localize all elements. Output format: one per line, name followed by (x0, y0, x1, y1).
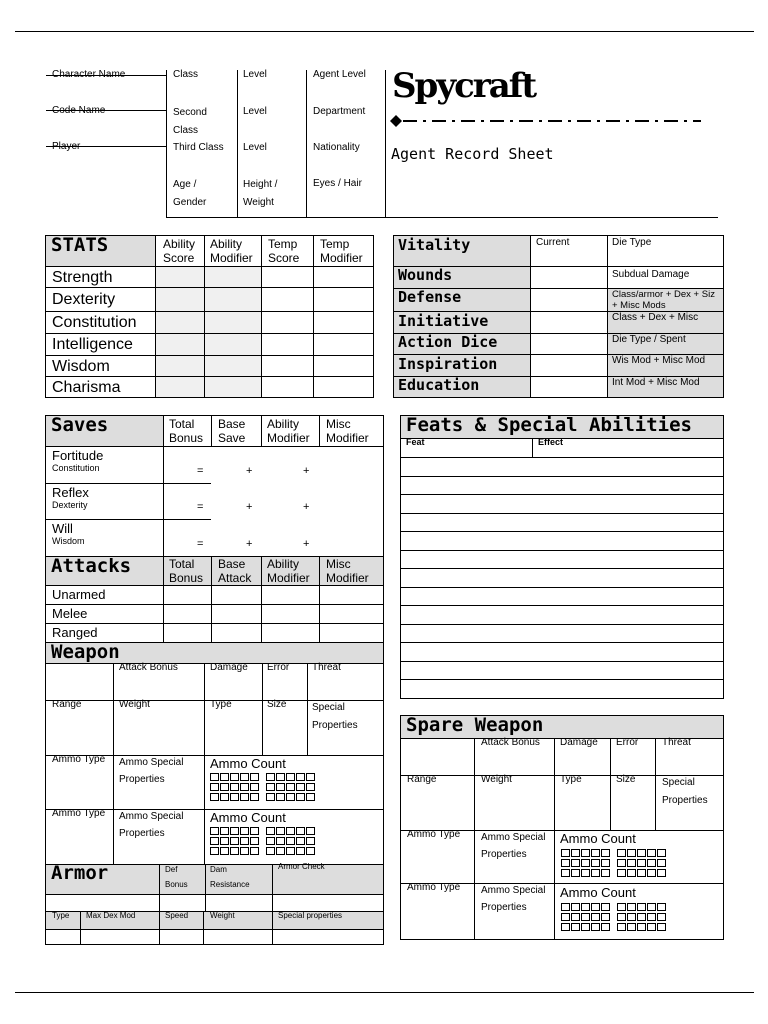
ammo-checkbox[interactable] (250, 783, 259, 791)
ammo-checkbox[interactable] (591, 849, 600, 857)
ammo-checkbox[interactable] (581, 869, 590, 877)
ammo-row (561, 869, 673, 879)
ammo-checkbox[interactable] (627, 859, 636, 867)
ammo-group (266, 847, 316, 860)
feat-row-line (400, 587, 724, 588)
action-dice-label: Action Dice (398, 333, 498, 351)
ammo-checkbox[interactable] (561, 859, 570, 867)
save-will-plus-2: + (303, 538, 310, 550)
ammo-checkbox[interactable] (581, 913, 590, 921)
ammo-checkbox[interactable] (230, 847, 239, 855)
ammo-checkbox[interactable] (266, 783, 275, 791)
weapon-ammo-special-1: Ammo Special Properties (119, 757, 184, 785)
ammo-checkbox[interactable] (617, 869, 626, 877)
defense-note: Class/armor + Dex + Siz + Misc Mods (612, 289, 715, 311)
ammo-checkbox[interactable] (220, 773, 229, 781)
bottom-rule (15, 992, 754, 993)
action-dice-note: Die Type / Spent (612, 334, 686, 345)
ammo-checkbox[interactable] (571, 869, 580, 877)
ammo-group (561, 869, 611, 882)
spare-damage: Damage (560, 737, 598, 748)
ammo-checkbox[interactable] (240, 793, 249, 801)
feat-row-line (400, 624, 724, 625)
stats-col-ability-score: Ability Score (163, 237, 196, 265)
feat-row-line (400, 457, 724, 458)
wounds-note: Subdual Damage (612, 269, 690, 280)
ammo-checkbox[interactable] (627, 849, 636, 857)
ammo-checkbox[interactable] (561, 903, 570, 911)
vitality-current-header: Current (536, 237, 570, 248)
ammo-group (266, 793, 316, 806)
armor-check: Armor Check (278, 862, 325, 871)
weapon-title: Weapon (51, 641, 120, 663)
ammo-checkbox[interactable] (617, 923, 626, 931)
ammo-checkbox[interactable] (230, 837, 239, 845)
ammo-checkbox[interactable] (647, 913, 656, 921)
ammo-checkbox[interactable] (601, 923, 610, 931)
ammo-row (210, 793, 322, 803)
weapon-error: Error (267, 662, 290, 673)
armor-dam-resistance: Dam Resistance (210, 865, 250, 889)
save-fortitude-plus-2: + (303, 465, 310, 477)
ammo-checkbox[interactable] (571, 923, 580, 931)
stat-strength: Strength (52, 269, 113, 286)
ammo-row (561, 923, 673, 933)
ammo-row (561, 903, 673, 913)
logo-dash-line (389, 114, 704, 126)
ammo-checkbox[interactable] (296, 783, 305, 791)
save-will-plus-1: + (246, 538, 253, 550)
feat-row-line (400, 642, 724, 643)
ammo-checkbox[interactable] (296, 847, 305, 855)
ammo-checkbox[interactable] (561, 923, 570, 931)
ammo-checkbox[interactable] (220, 837, 229, 845)
weapon-damage: Damage (210, 662, 248, 673)
feat-row-line (400, 531, 724, 532)
ammo-checkbox[interactable] (286, 847, 295, 855)
save-reflex-plus-2: + (303, 501, 310, 513)
nationality-label: Nationality (313, 142, 360, 153)
agent-level-label: Agent Level (313, 69, 366, 80)
saves-col-total-bonus: Total Bonus (169, 417, 204, 445)
weapon-special: Special Properties (312, 702, 358, 731)
spare-ammo-special-2: Ammo Special Properties (481, 885, 546, 913)
ammo-checkbox[interactable] (647, 869, 656, 877)
spare-special: Special Properties (662, 777, 708, 806)
ammo-checkbox[interactable] (627, 923, 636, 931)
class-label: Class (173, 69, 199, 80)
inspiration-label: Inspiration (398, 355, 498, 373)
spare-ammo-boxes-2[interactable] (561, 903, 673, 933)
ammo-checkbox[interactable] (250, 827, 259, 835)
ammo-checkbox[interactable] (210, 827, 219, 835)
ammo-checkbox[interactable] (601, 903, 610, 911)
ammo-checkbox[interactable] (286, 783, 295, 791)
ammo-checkbox[interactable] (266, 837, 275, 845)
feat-row-line (400, 513, 724, 514)
armor-speed: Speed (165, 911, 189, 920)
spare-range: Range (407, 774, 437, 785)
spare-ammo-special-1: Ammo Special Properties (481, 832, 546, 860)
ammo-row (210, 783, 322, 793)
education-note: Int Mod + Misc Mod (612, 377, 700, 388)
ammo-row (210, 847, 322, 857)
spare-weight: Weight (481, 774, 512, 785)
ammo-checkbox[interactable] (637, 869, 646, 877)
ammo-checkbox[interactable] (306, 837, 315, 845)
ammo-checkbox[interactable] (581, 903, 590, 911)
armor-def-bonus: Def Bonus (165, 865, 188, 889)
feat-row-line (400, 476, 724, 477)
spare-weapon-title: Spare Weapon (406, 714, 544, 736)
ammo-checkbox[interactable] (601, 859, 610, 867)
level-label-1: Level (243, 69, 267, 80)
ammo-checkbox[interactable] (210, 837, 219, 845)
ammo-checkbox[interactable] (250, 793, 259, 801)
ammo-checkbox[interactable] (657, 903, 666, 911)
ammo-checkbox[interactable] (250, 773, 259, 781)
weapon-range: Range (52, 699, 82, 710)
ammo-checkbox[interactable] (571, 849, 580, 857)
ammo-checkbox[interactable] (581, 859, 590, 867)
ammo-checkbox[interactable] (581, 849, 590, 857)
attack-melee: Melee (52, 606, 88, 621)
inspiration-note: Wis Mod + Misc Mod (612, 355, 706, 366)
ammo-checkbox[interactable] (296, 827, 305, 835)
department-label: Department (313, 106, 366, 117)
feats-col-feat: Feat (406, 437, 425, 447)
spare-error: Error (616, 737, 639, 748)
ammo-checkbox[interactable] (637, 849, 646, 857)
ammo-row (210, 837, 322, 847)
ammo-checkbox[interactable] (286, 837, 295, 845)
ammo-checkbox[interactable] (306, 783, 315, 791)
ammo-checkbox[interactable] (266, 827, 275, 835)
stat-dexterity: Dexterity (52, 291, 116, 308)
save-fortitude-sub: Constitution (52, 463, 100, 473)
ammo-checkbox[interactable] (250, 837, 259, 845)
saves-col-ability-modifier: Ability Modifier (267, 417, 310, 445)
weapon-ammo-count-2: Ammo Count (210, 810, 286, 825)
ammo-checkbox[interactable] (296, 773, 305, 781)
ammo-checkbox[interactable] (647, 849, 656, 857)
ammo-checkbox[interactable] (627, 903, 636, 911)
weapon-ammo-type-2: Ammo Type (52, 808, 106, 819)
ammo-checkbox[interactable] (591, 903, 600, 911)
ammo-checkbox[interactable] (306, 847, 315, 855)
ammo-group (617, 869, 667, 882)
ammo-checkbox[interactable] (286, 793, 295, 801)
spare-ammo-count-1: Ammo Count (560, 831, 636, 846)
ammo-checkbox[interactable] (657, 849, 666, 857)
player-label: Player (52, 141, 81, 152)
save-reflex-sub: Dexterity (52, 500, 88, 510)
code-name-label: Code Name (52, 105, 106, 116)
second-class-label: Second Class (173, 107, 207, 136)
ammo-checkbox[interactable] (637, 859, 646, 867)
ammo-checkbox[interactable] (657, 859, 666, 867)
save-will: Will (52, 521, 73, 536)
ammo-checkbox[interactable] (276, 773, 285, 781)
ammo-checkbox[interactable] (306, 793, 315, 801)
ammo-checkbox[interactable] (647, 859, 656, 867)
attack-ranged: Ranged (52, 625, 98, 640)
save-fortitude-plus-1: + (246, 465, 253, 477)
ammo-checkbox[interactable] (571, 903, 580, 911)
wounds-label: Wounds (398, 266, 453, 284)
stats-col-ability-modifier: Ability Modifier (210, 237, 253, 265)
ammo-checkbox[interactable] (627, 913, 636, 921)
ammo-checkbox[interactable] (250, 847, 259, 855)
armor-type: Type (52, 911, 70, 920)
save-reflex-plus-1: + (246, 501, 253, 513)
ammo-checkbox[interactable] (266, 773, 275, 781)
ammo-row (561, 849, 673, 859)
initiative-note: Class + Dex + Misc (612, 312, 699, 323)
feat-row-line (400, 605, 724, 606)
weapon-ammo-boxes-2[interactable] (210, 827, 322, 857)
ammo-checkbox[interactable] (601, 913, 610, 921)
character-name-label: Character Name (52, 69, 126, 80)
stats-col-temp-modifier: Temp Modifier (320, 237, 363, 265)
ammo-checkbox[interactable] (230, 827, 239, 835)
ammo-group (617, 923, 667, 936)
ammo-checkbox[interactable] (617, 849, 626, 857)
ammo-checkbox[interactable] (240, 783, 249, 791)
ammo-checkbox[interactable] (657, 869, 666, 877)
armor-special: Special properties (278, 911, 343, 920)
ammo-checkbox[interactable] (296, 793, 305, 801)
ammo-checkbox[interactable] (627, 869, 636, 877)
education-label: Education (398, 376, 480, 394)
armor-title: Armor (51, 862, 109, 884)
feat-row-line (400, 679, 724, 680)
ammo-checkbox[interactable] (637, 913, 646, 921)
ammo-checkbox[interactable] (601, 849, 610, 857)
ammo-checkbox[interactable] (591, 913, 600, 921)
ammo-checkbox[interactable] (617, 859, 626, 867)
save-reflex-eq: = (197, 501, 204, 513)
ammo-checkbox[interactable] (617, 903, 626, 911)
ammo-checkbox[interactable] (561, 869, 570, 877)
ammo-checkbox[interactable] (210, 783, 219, 791)
attacks-col-ability-modifier: Ability Modifier (267, 557, 310, 585)
level-label-2: Level (243, 106, 267, 117)
ammo-checkbox[interactable] (266, 847, 275, 855)
save-fortitude-eq: = (197, 465, 204, 477)
vitality-label: Vitality (398, 236, 471, 254)
top-rule (15, 31, 754, 32)
attack-unarmed: Unarmed (52, 587, 106, 602)
ammo-checkbox[interactable] (601, 869, 610, 877)
ammo-checkbox[interactable] (276, 783, 285, 791)
ammo-checkbox[interactable] (647, 923, 656, 931)
initiative-label: Initiative (398, 312, 489, 330)
ammo-checkbox[interactable] (230, 793, 239, 801)
ammo-checkbox[interactable] (240, 837, 249, 845)
ammo-group (210, 847, 260, 860)
ammo-checkbox[interactable] (230, 783, 239, 791)
attacks-col-total-bonus: Total Bonus (169, 557, 204, 585)
agent-record-sheet-title: Agent Record Sheet (391, 145, 554, 163)
ammo-checkbox[interactable] (657, 923, 666, 931)
ammo-checkbox[interactable] (276, 793, 285, 801)
ammo-checkbox[interactable] (276, 827, 285, 835)
eyes-hair-label: Eyes / Hair (313, 178, 362, 189)
ammo-checkbox[interactable] (657, 913, 666, 921)
feat-row-line (400, 494, 724, 495)
attacks-title: Attacks (51, 555, 132, 577)
ammo-checkbox[interactable] (571, 913, 580, 921)
ammo-checkbox[interactable] (581, 923, 590, 931)
stats-title: STATS (51, 234, 109, 256)
ammo-checkbox[interactable] (591, 859, 600, 867)
saves-col-misc-modifier: Misc Modifier (326, 417, 369, 445)
ammo-checkbox[interactable] (286, 827, 295, 835)
weapon-threat: Threat (312, 662, 341, 673)
ammo-checkbox[interactable] (220, 793, 229, 801)
ammo-checkbox[interactable] (647, 903, 656, 911)
vitality-die-type-header: Die Type (612, 237, 652, 248)
ammo-checkbox[interactable] (266, 793, 275, 801)
feat-row-line (400, 568, 724, 569)
saves-col-base-save: Base Save (218, 417, 246, 445)
ammo-checkbox[interactable] (296, 837, 305, 845)
spare-ammo-type-1: Ammo Type (407, 829, 461, 840)
ammo-checkbox[interactable] (276, 847, 285, 855)
ammo-checkbox[interactable] (240, 827, 249, 835)
ammo-checkbox[interactable] (637, 923, 646, 931)
ammo-checkbox[interactable] (286, 773, 295, 781)
ammo-checkbox[interactable] (571, 859, 580, 867)
attacks-col-base-attack: Base Attack (218, 557, 252, 585)
save-will-sub: Wisdom (52, 536, 85, 546)
weapon-attack-bonus: Attack Bonus (119, 662, 178, 673)
armor-max-dex: Max Dex Mod (86, 911, 136, 920)
ammo-checkbox[interactable] (230, 773, 239, 781)
feat-row-line (400, 550, 724, 551)
spare-ammo-count-2: Ammo Count (560, 885, 636, 900)
save-will-eq: = (197, 538, 204, 550)
ammo-checkbox[interactable] (561, 913, 570, 921)
weapon-ammo-count-1: Ammo Count (210, 756, 286, 771)
save-fortitude: Fortitude (52, 448, 104, 463)
ammo-checkbox[interactable] (210, 847, 219, 855)
feat-row-line (400, 661, 724, 662)
weapon-ammo-special-2: Ammo Special Properties (119, 811, 184, 839)
third-class-label: Third Class (173, 142, 224, 153)
stat-constitution: Constitution (52, 314, 137, 331)
ammo-checkbox[interactable] (591, 923, 600, 931)
stat-intelligence: Intelligence (52, 336, 133, 353)
ammo-checkbox[interactable] (617, 913, 626, 921)
weapon-ammo-boxes-1[interactable] (210, 773, 322, 803)
feats-col-effect: Effect (538, 437, 564, 447)
spycraft-logo: Spycraft (392, 66, 536, 106)
ammo-row (210, 773, 322, 783)
ammo-group (561, 923, 611, 936)
attacks-col-misc-modifier: Misc Modifier (326, 557, 369, 585)
spare-attack-bonus: Attack Bonus (481, 737, 540, 748)
ammo-group (210, 793, 260, 806)
ammo-checkbox[interactable] (637, 903, 646, 911)
weapon-size: Size (267, 699, 287, 710)
spare-type: Type (560, 774, 582, 785)
spare-threat: Threat (662, 737, 691, 748)
ammo-checkbox[interactable] (276, 837, 285, 845)
ammo-checkbox[interactable] (220, 847, 229, 855)
level-label-3: Level (243, 142, 267, 153)
weapon-ammo-type-1: Ammo Type (52, 754, 106, 765)
ammo-row (210, 827, 322, 837)
stat-wisdom: Wisdom (52, 358, 110, 375)
armor-weight: Weight (210, 911, 235, 920)
save-reflex: Reflex (52, 485, 89, 500)
ammo-checkbox[interactable] (220, 783, 229, 791)
spare-ammo-type-2: Ammo Type (407, 882, 461, 893)
ammo-checkbox[interactable] (210, 773, 219, 781)
ammo-row (561, 913, 673, 923)
spare-ammo-boxes-1[interactable] (561, 849, 673, 879)
ammo-checkbox[interactable] (210, 793, 219, 801)
saves-title: Saves (51, 414, 109, 436)
ammo-checkbox[interactable] (220, 827, 229, 835)
stats-col-temp-score: Temp Score (268, 237, 300, 265)
ammo-checkbox[interactable] (240, 773, 249, 781)
feats-title: Feats & Special Abilities (406, 414, 692, 436)
stat-charisma: Charisma (52, 379, 121, 396)
defense-label: Defense (398, 288, 462, 306)
ammo-checkbox[interactable] (306, 827, 315, 835)
ammo-row (561, 859, 673, 869)
weapon-type: Type (210, 699, 232, 710)
weapon-weight: Weight (119, 699, 150, 710)
ammo-checkbox[interactable] (240, 847, 249, 855)
ammo-checkbox[interactable] (306, 773, 315, 781)
ammo-checkbox[interactable] (591, 869, 600, 877)
height-weight-label: Height / Weight (243, 179, 278, 208)
age-gender-label: Age / Gender (173, 179, 207, 208)
ammo-checkbox[interactable] (561, 849, 570, 857)
spare-size: Size (616, 774, 636, 785)
